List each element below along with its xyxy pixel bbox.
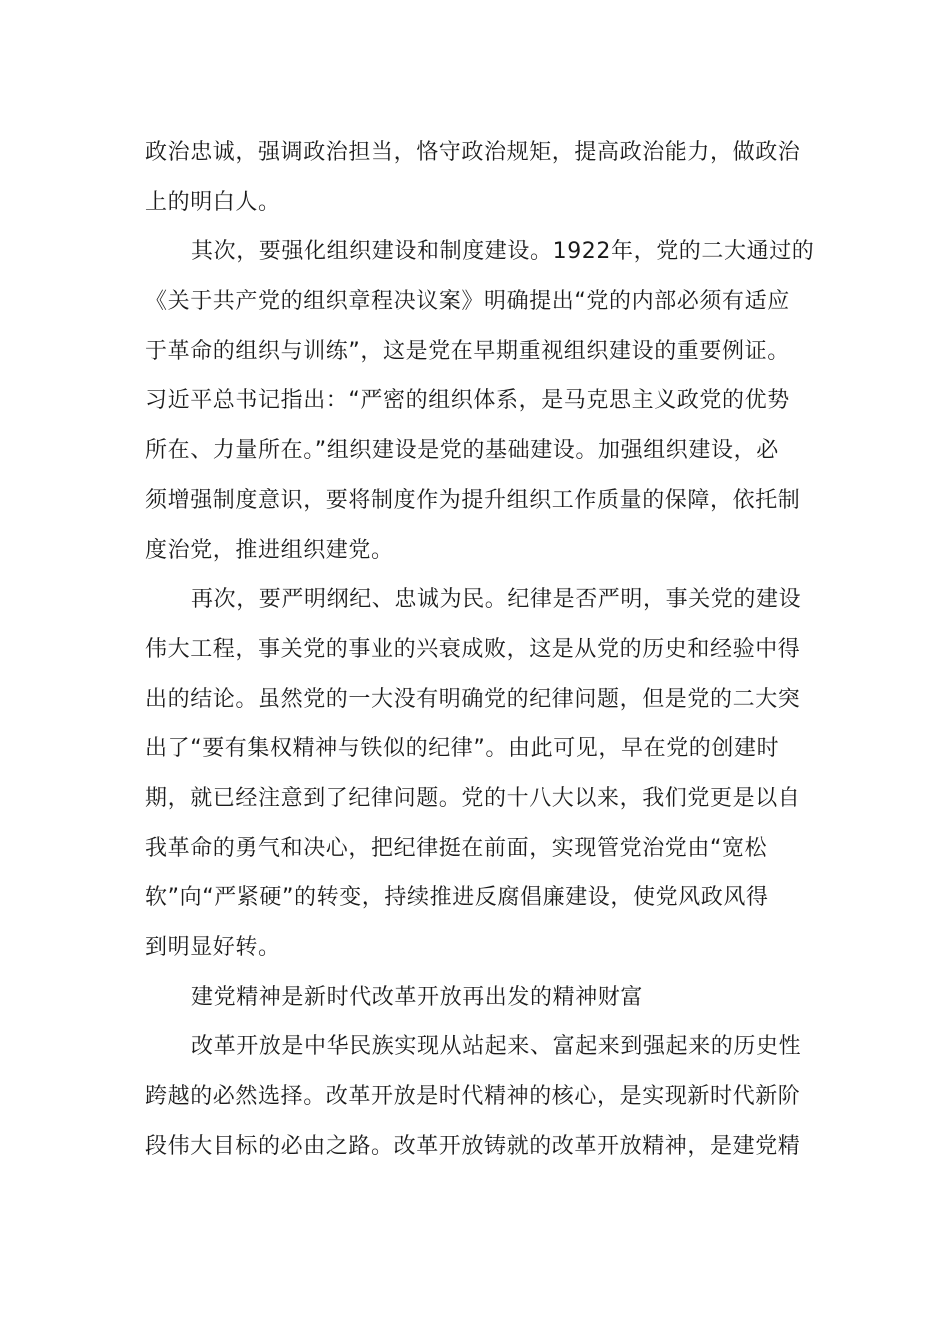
text-line: 所在、力量所在。”组织建设是党的基础建设。加强组织建设，必 xyxy=(145,438,779,464)
text-line: 段伟大目标的必由之路。改革开放铸就的改革开放精神，是建党精 xyxy=(145,1133,801,1159)
text-line: 出的结论。虽然党的一大没有明确党的纪律问题，但是党的二大突 xyxy=(145,686,801,712)
text-line: 度治党，推进组织建党。 xyxy=(145,537,394,563)
text-line: 政治忠诚，强调政治担当，恪守政治规矩，提高政治能力，做政治 xyxy=(145,140,801,165)
text-line: 跨越的必然选择。改革开放是时代精神的核心，是实现新时代新阶 xyxy=(145,1084,801,1110)
text-line: 出了“要有集权精神与铁似的纪律”。由此可见，早在党的创建时 xyxy=(145,736,780,762)
section-heading: 建党精神是新时代改革开放再出发的精神财富 xyxy=(191,984,644,1010)
text-line: 习近平总书记指出：“严密的组织体系，是马克思主义政党的优势 xyxy=(145,388,790,414)
text-line: 伟大工程，事关党的事业的兴衰成败，这是从党的历史和经验中得 xyxy=(145,636,801,662)
text-line: 上的明白人。 xyxy=(145,189,281,215)
paragraph-start-line: 改革开放是中华民族实现从站起来、富起来到强起来的历史性 xyxy=(191,1034,802,1060)
text-line: 《关于共产党的组织章程决议案》明确提出“党的内部必须有适应 xyxy=(145,289,790,315)
text-line: 须增强制度意识，要将制度作为提升组织工作质量的保障，依托制 xyxy=(145,487,801,513)
text-line: 软”向“严紧硬”的转变，持续推进反腐倡廉建设，使党风政风得 xyxy=(145,885,769,911)
text-line: 到明显好转。 xyxy=(145,935,281,960)
text-line: 我革命的勇气和决心，把纪律挺在前面，实现管党治党由“宽松 xyxy=(145,835,768,861)
document-body xyxy=(145,128,815,1171)
text-line: 期，就已经注意到了纪律问题。党的十八大以来，我们党更是以自 xyxy=(145,785,801,811)
paragraph-start-line: 其次，要强化组织建设和制度建设。1922年，党的二大通过的 xyxy=(191,239,815,265)
text-line: 于革命的组织与训练”，这是党在早期重视组织建设的重要例证。 xyxy=(145,338,790,364)
paragraph-start-line: 再次，要严明纲纪、忠诚为民。纪律是否严明，事关党的建设 xyxy=(191,587,802,613)
